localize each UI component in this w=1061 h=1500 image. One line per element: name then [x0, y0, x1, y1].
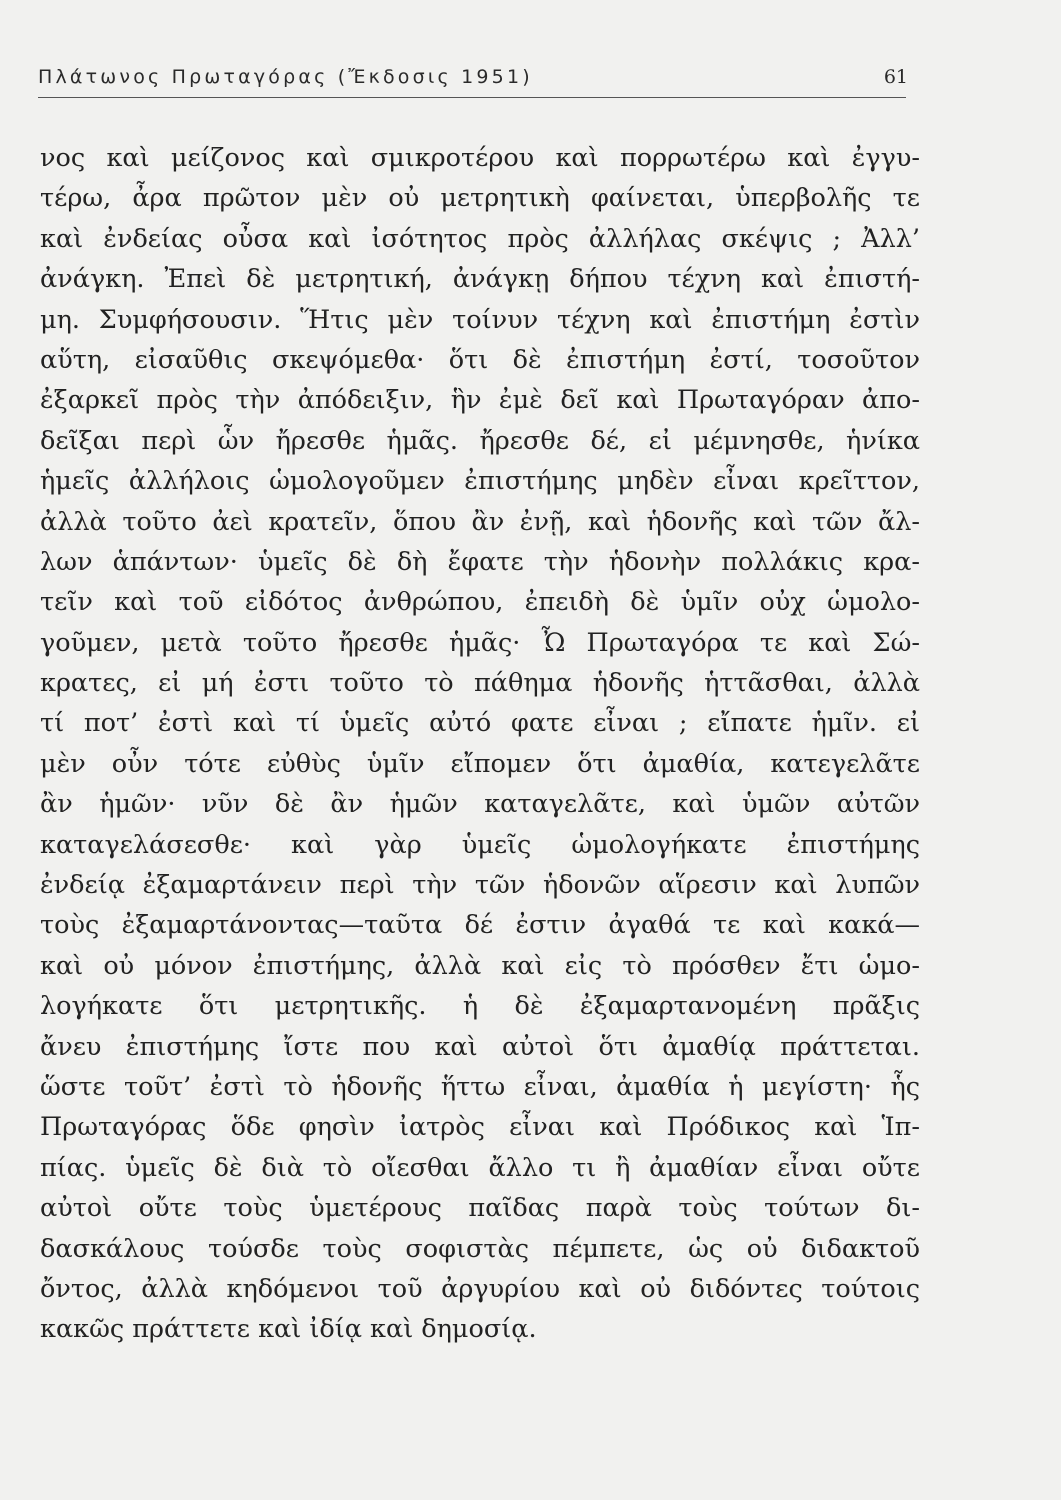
- body-text: [40, 138, 920, 1350]
- text-line-last: κακῶς πράττετε καὶ ἰδίᾳ καὶ δημοσίᾳ.: [40, 1314, 537, 1345]
- text-line: καταγελάσεσθε· καὶ γὰρ ὑμεῖς ὡμολογήκατε ἐπιστήμης: [40, 829, 920, 860]
- page-number: 61: [883, 66, 908, 88]
- text-line: ἡμεῖς ἀλλήλοις ὡμολογοῦμεν ἐπιστήμης μηδὲν εἶναι κρεῖττον,: [40, 466, 920, 497]
- text-line: λογήκατε ὅτι μετρητικῆς. ἡ δὲ ἐξαμαρτανομένη πρᾶξις: [40, 991, 920, 1022]
- text-line: ἐνδείᾳ ἐξαμαρτάνειν περὶ τὴν τῶν ἡδονῶν αἵρεσιν καὶ λυπῶν: [40, 870, 920, 901]
- text-line: καὶ ἐνδείας οὖσα καὶ ἰσότητος πρὸς ἀλλήλας σκέψις ; Ἀλλ’: [40, 223, 920, 254]
- text-line: μη. Συμφήσουσιν. Ἥτις μὲν τοίνυν τέχνη καὶ ἐπιστήμη ἐστὶν: [40, 304, 920, 335]
- text-line: ἂν ἡμῶν· νῦν δὲ ἂν ἡμῶν καταγελᾶτε, καὶ ὑμῶν αὐτῶν: [40, 789, 920, 820]
- text-line: νος καὶ μείζονος καὶ σμικροτέρου καὶ πορρωτέρω καὶ ἐγγυ-: [40, 143, 920, 173]
- text-line: τέρω, ἆρα πρῶτον μὲν οὐ μετρητικὴ φαίνεται, ὑπερβολῆς τε: [40, 183, 920, 214]
- running-head: [38, 66, 908, 98]
- text-line: κρατες, εἰ μή ἐστι τοῦτο τὸ πάθημα ἡδονῆς ἡττᾶσθαι, ἀλλὰ: [40, 668, 920, 699]
- text-line: τί ποτ’ ἐστὶ καὶ τί ὑμεῖς αὐτό φατε εἶναι ; εἴπατε ἡμῖν. εἰ: [40, 708, 920, 739]
- text-line: πίας. ὑμεῖς δὲ διὰ τὸ οἴεσθαι ἄλλο τι ἢ ἀμαθίαν εἶναι οὔτε: [40, 1152, 920, 1183]
- text-line: ὄντος, ἀλλὰ κηδόμενοι τοῦ ἀργυρίου καὶ οὐ διδόντες τούτοις: [40, 1273, 920, 1304]
- text-line: καὶ οὐ μόνον ἐπιστήμης, ἀλλὰ καὶ εἰς τὸ πρόσθεν ἔτι ὡμο-: [40, 950, 920, 981]
- text-line: μὲν οὖν τότε εὐθὺς ὑμῖν εἴπομεν ὅτι ἀμαθία, κατεγελᾶτε: [40, 748, 920, 779]
- text-line: αὐτοὶ οὔτε τοὺς ὑμετέρους παῖδας παρὰ τοὺς τούτων δι-: [40, 1193, 920, 1224]
- text-line: αὕτη, εἰσαῦθις σκεψόμεθα· ὅτι δὲ ἐπιστήμη ἐστί, τοσοῦτον: [40, 344, 920, 375]
- text-line: ἄνευ ἐπιστήμης ἴστε που καὶ αὐτοὶ ὅτι ἀμαθίᾳ πράττεται.: [40, 1031, 920, 1062]
- text-line: ἀνάγκη. Ἐπεὶ δὲ μετρητική, ἀνάγκῃ δήπου τέχνη καὶ ἐπιστή-: [40, 264, 920, 295]
- text-line: ἀλλὰ τοῦτο ἀεὶ κρατεῖν, ὅπου ἂν ἐνῇ, καὶ ἡδονῆς καὶ τῶν ἄλ-: [40, 506, 920, 537]
- running-title: Πλάτωνος Πρωταγόρας (Ἔκδοσις 1951): [38, 66, 533, 88]
- header-rule: [38, 97, 906, 98]
- text-line: Πρωταγόρας ὅδε φησὶν ἰατρὸς εἶναι καὶ Πρόδικος καὶ Ἱπ-: [40, 1112, 920, 1143]
- text-line: δασκάλους τούσδε τοὺς σοφιστὰς πέμπετε, ὡς οὐ διδακτοῦ: [40, 1233, 920, 1264]
- text-line: λων ἁπάντων· ὑμεῖς δὲ δὴ ἔφατε τὴν ἡδονὴν πολλάκις κρα-: [40, 546, 920, 577]
- text-line: τεῖν καὶ τοῦ εἰδότος ἀνθρώπου, ἐπειδὴ δὲ ὑμῖν οὐχ ὡμολο-: [40, 587, 920, 618]
- text-line: γοῦμεν, μετὰ τοῦτο ἤρεσθε ἡμᾶς· Ὦ Πρωταγόρα τε καὶ Σώ-: [40, 627, 920, 658]
- text-line: τοὺς ἐξαμαρτάνοντας—ταῦτα δέ ἐστιν ἀγαθά τε καὶ κακά—: [40, 910, 920, 941]
- text-line: δεῖξαι περὶ ὧν ἤρεσθε ἡμᾶς. ἤρεσθε δέ, εἰ μέμνησθε, ἡνίκα: [40, 425, 920, 456]
- text-line: ἐξαρκεῖ πρὸς τὴν ἀπόδειξιν, ἣν ἐμὲ δεῖ καὶ Πρωταγόραν ἀπο-: [40, 385, 920, 416]
- text-line: ὥστε τοῦτ’ ἐστὶ τὸ ἡδονῆς ἥττω εἶναι, ἀμαθία ἡ μεγίστη· ἧς: [40, 1071, 920, 1102]
